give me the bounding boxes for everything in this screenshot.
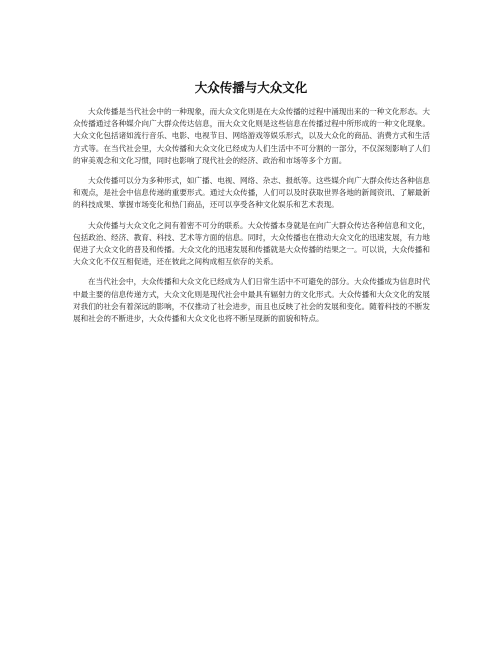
paragraph-2: 大众传播可以分为多种形式，如广播、电视、网络、杂志、报纸等。这些媒介向广大群众传达各种信息和观点，是社会中信息传递的重要形式。通过大众传播，人们可以及时获取世界各地的新闻资讯、了解最新的科技成果、掌握市场变化和热门商品，还可以享受各种文化娱乐和艺术表现。 xyxy=(73,176,430,210)
paragraph-1: 大众传播是当代社会中的一种现象，而大众文化则是在大众传播的过程中涌现出来的一种文化形态。大众传播通过各种媒介向广大群众传达信息，而大众文化则是这些信息在传播过程中所形成的一种文化现象。大众文化包括诸如流行音乐、电影、电视节目、网络游戏等娱乐形式，以及大众化的商品、消费方式和生活方式等。在当代社会里，大众传播和大众文化已经成为人们生活中不可分割的一部分，不仅深刻影响了人们的审美观念和文化习惯，同时也影响了现代社会的经济、政治和市场等多个方面。 xyxy=(73,107,430,165)
document-body xyxy=(73,106,430,333)
paragraph-3: 大众传播与大众文化之间有着密不可分的联系。大众传播本身就是在向广大群众传达各种信息和文化，包括政治、经济、教育、科技、艺术等方面的信息。同时，大众传播也在推动大众文化的迅速发展，有力地促进了大众文化的普及和传播。大众文化的迅速发展和传播就是大众传播的结果之一。可以说，大众传播和大众文化不仅互相促进，还在彼此之间构成相互依存的关系。 xyxy=(73,220,430,267)
document-title: 大众传播与大众文化 xyxy=(194,80,308,95)
paragraph-4: 在当代社会中，大众传播和大众文化已经成为人们日常生活中不可避免的部分。大众传播成为信息时代中最主要的信息传递方式，大众文化则是现代社会中最具有辐射力的文化形式。大众传播和大众文化的发展对我们的社会有着深远的影响，不仅推动了社会进步，而且也反映了社会的发展和变化。随着科技的不断发展和社会的不断进步，大众传播和大众文化也将不断呈现新的面貌和特点。 xyxy=(73,277,430,324)
